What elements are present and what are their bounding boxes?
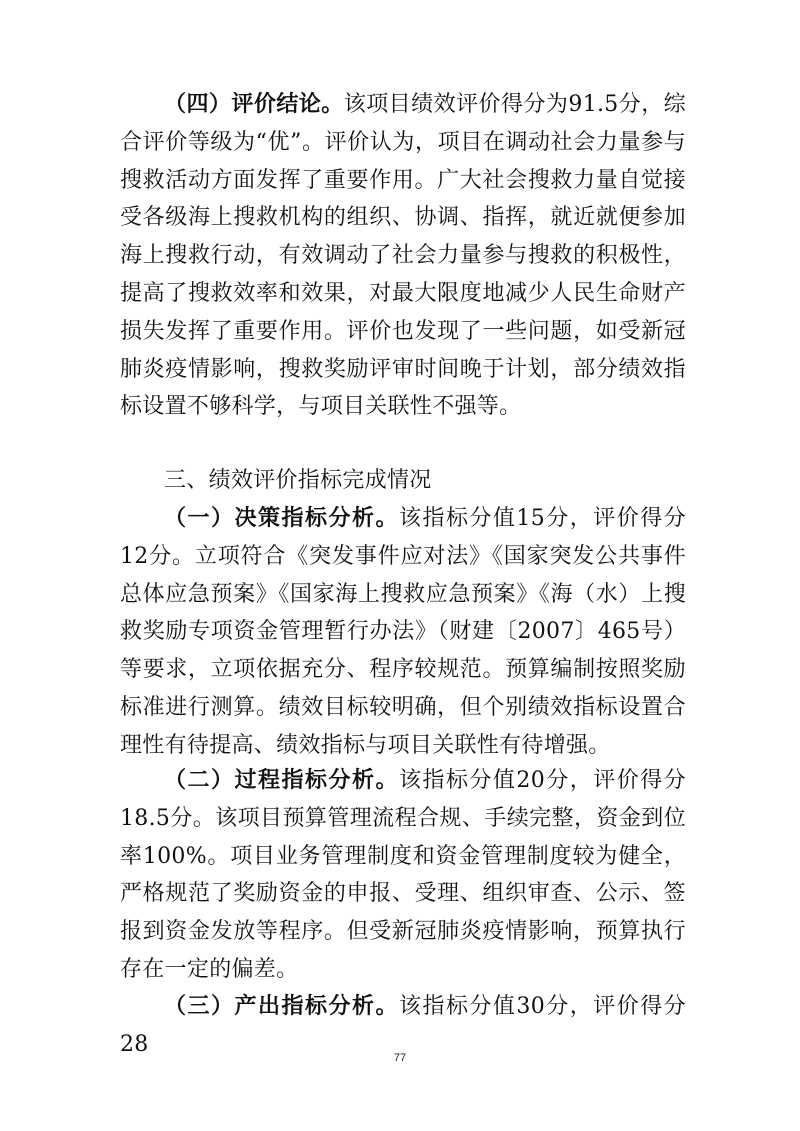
paragraph-lead: （一）决策指标分析。	[164, 506, 399, 531]
section-heading: 三、绩效评价指标完成情况	[164, 468, 432, 493]
paragraph-lead: （四）评价结论。	[164, 92, 344, 117]
paragraph-text: 该指标分值20分，评价得分18.5分。该项目预算管理流程合规、手续完整，资金到位率100%。项目业务管理制度和资金管理制度较为健全，严格规范了奖励资金的申报、受理、组织审查、公示、签报到资金发放等程序。但受新冠肺炎疫情影响，预算执行存在一定的偏差。	[120, 768, 686, 982]
paragraph-lead: （二）过程指标分析。	[164, 768, 399, 793]
paragraph-decision-indicators	[120, 500, 686, 765]
paragraph-lead: （三）产出指标分析。	[164, 994, 399, 1019]
paragraph-process-indicators	[120, 762, 686, 989]
paragraph-text: 该指标分值30分，评价得分28	[120, 994, 686, 1057]
paragraph-text: 该项目绩效评价得分为91.5分，综合评价等级为“优”。评价认为，项目在调动社会力量参与搜救活动方面发挥了重要作用。广大社会搜救力量自觉接受各级海上搜救机构的组织、协调、指挥，就近就便参加海上搜救行动，有效调动了社会力量参与搜救的积极性，提高了搜救效率和效果，对最大限度地减少人民生命财产损失发挥了重要作用。评价也发现了一些问题，如受新冠肺炎疫情影响，搜救奖励评审时间晚于计划，部分绩效指标设置不够科学，与项目关联性不强等。	[120, 92, 686, 420]
page-number: 77	[393, 1052, 407, 1064]
paragraph-evaluation-conclusion	[120, 86, 686, 426]
paragraph-text: 该指标分值15分，评价得分12分。立项符合《突发事件应对法》《国家突发公共事件总体应急预案》《国家海上搜救应急预案》《海（水）上搜救奖励专项资金管理暂行办法》（财建〔2007〕465号）等要求，立项依据充分、程序较规范。预算编制按照奖励标准进行测算。绩效目标较明确，但个别绩效指标设置合理性有待提高、绩效指标与项目关联性有待增强。	[120, 506, 686, 758]
